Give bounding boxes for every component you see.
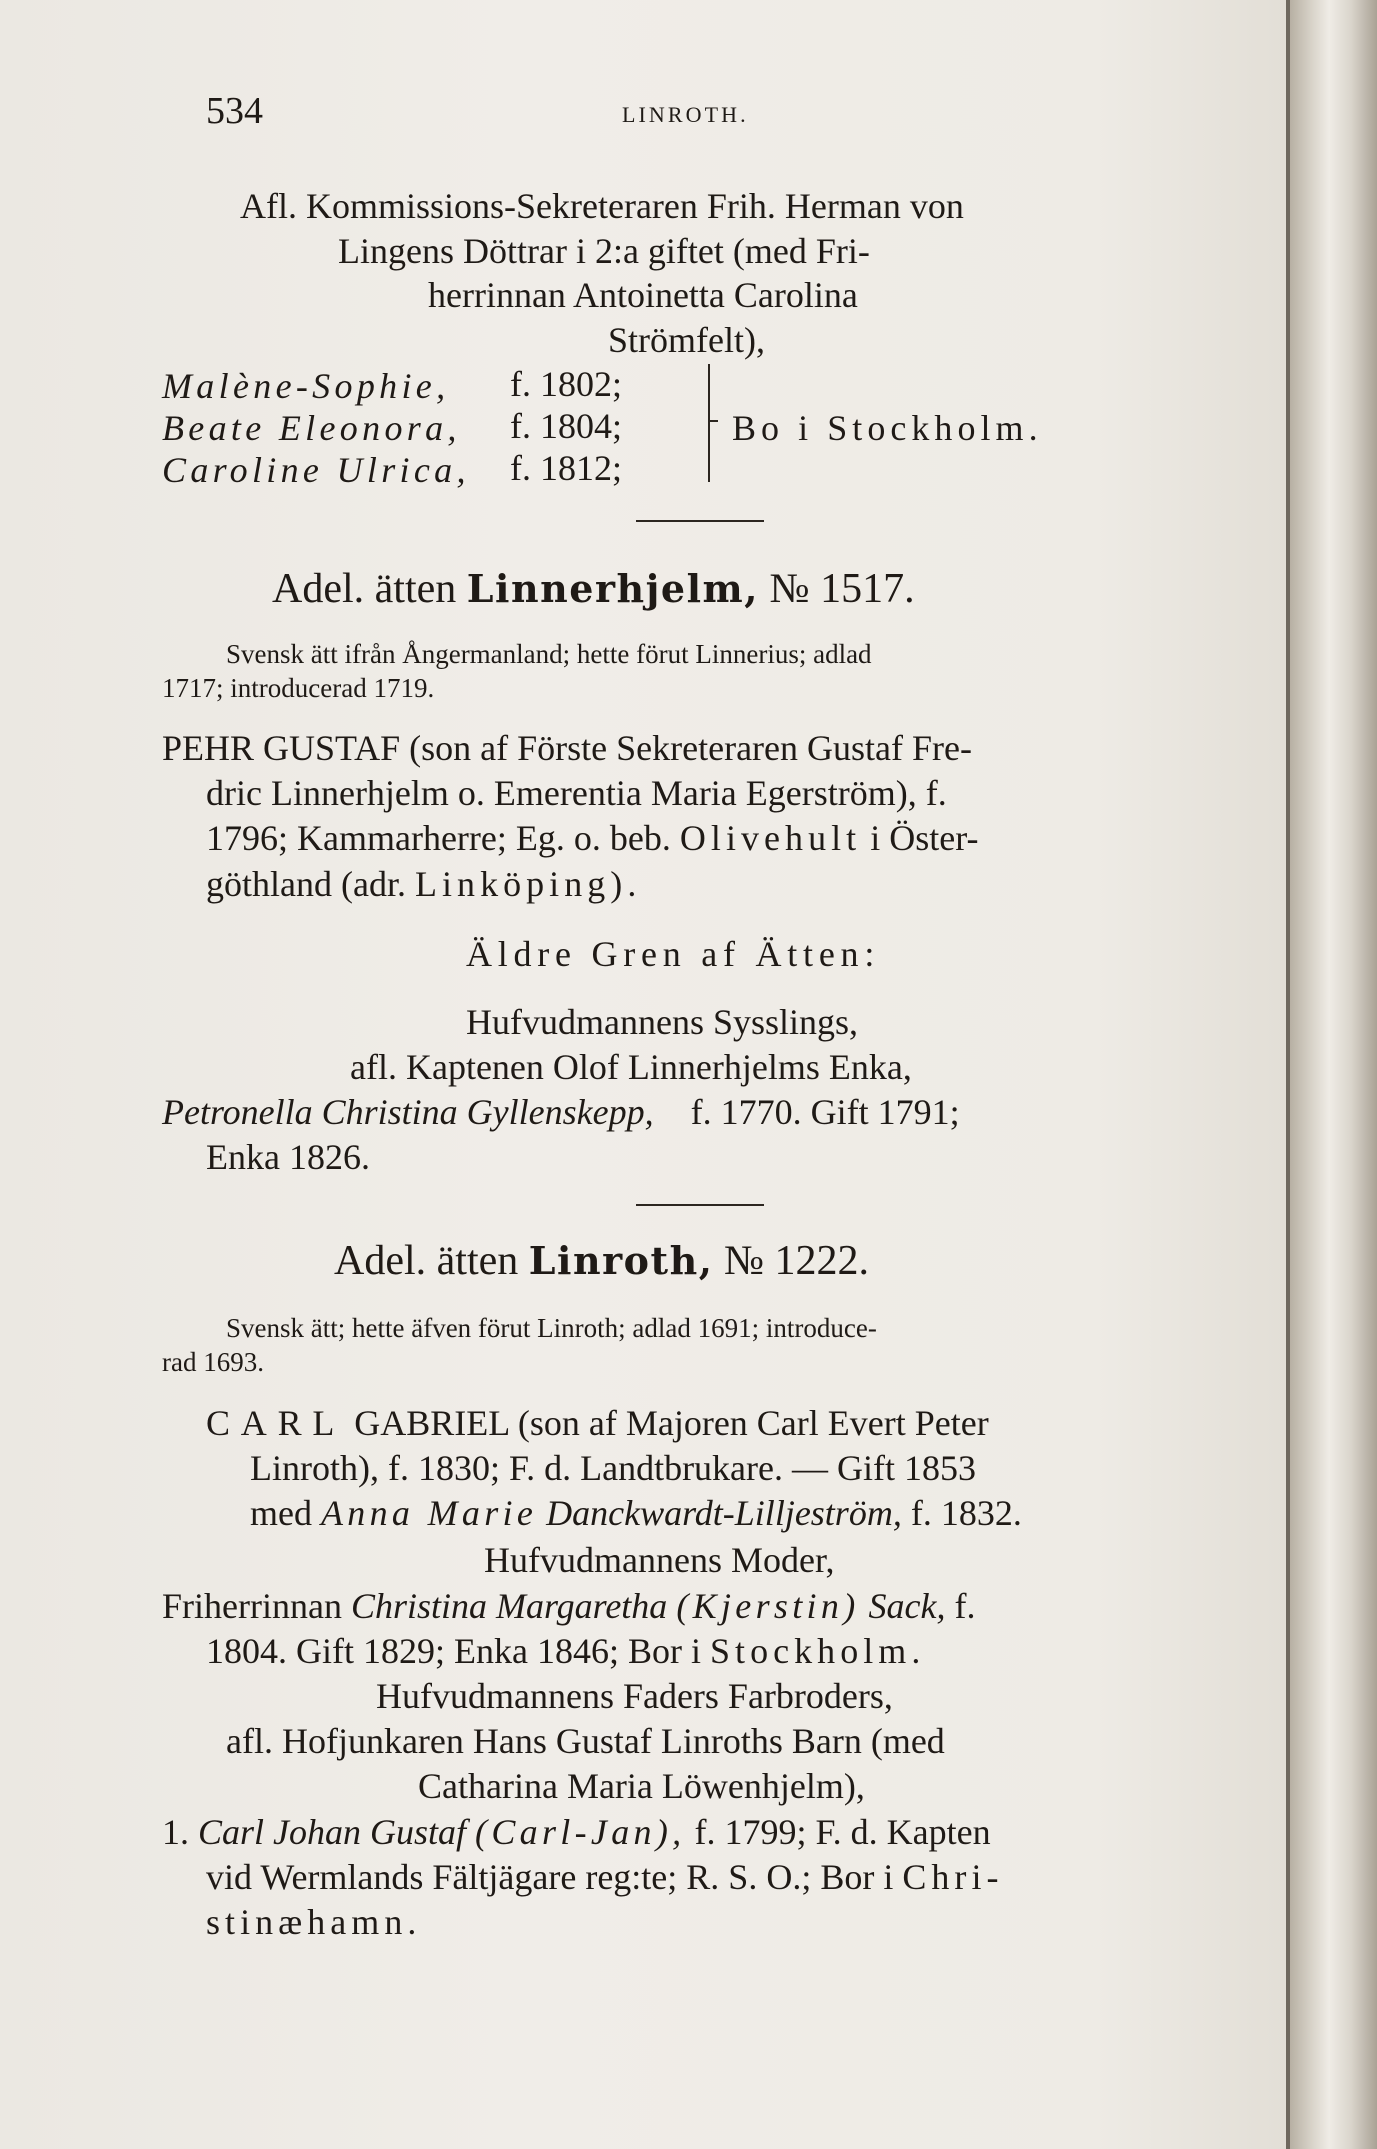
residence: Bo i Stockholm. (732, 408, 1043, 448)
daughter-name: Caroline Ulrica, (162, 450, 470, 490)
text: f. 1770. Gift 1791; (690, 1092, 960, 1132)
person-name: Danckwardt-Lilljeström, (546, 1493, 902, 1533)
daughter-birth: f. 1802; (510, 364, 622, 404)
entry-line (250, 1495, 1022, 1531)
entry-line: Hufvudmannens Sysslings, (466, 1002, 859, 1042)
text: 1804. Gift 1829; Enka 1846; Bor i (206, 1631, 701, 1671)
daughter-birth: f. 1804; (510, 406, 622, 446)
family-heading (334, 1240, 869, 1282)
place-name: Linköping). (414, 864, 642, 904)
text: med (250, 1493, 312, 1533)
text: i Öster- (870, 818, 979, 858)
daughter-name: Beate Eleonora, (162, 408, 461, 448)
brace (708, 364, 724, 482)
entry-line: afl. Kaptenen Olof Linnerhjelms Enka, (350, 1047, 912, 1087)
entry-line: Lingens Döttrar i 2:a giftet (med Fri- (338, 231, 870, 271)
family-number: № 1222. (723, 1238, 870, 1284)
text: GABRIEL (son af Majoren Carl Evert Peter (354, 1403, 989, 1443)
place-name: Olivehult (679, 818, 862, 858)
place-name: Stockholm. (709, 1631, 926, 1671)
entry-line: PEHR GUSTAF (son af Förste Sekreteraren Gustaf Fre- (162, 728, 972, 768)
branch-heading: Äldre Gren af Ätten: (466, 934, 881, 974)
text: f. 1799; F. d. Kapten (694, 1812, 991, 1852)
nickname: (Carl-Jan), (475, 1812, 686, 1852)
heading-prefix: Adel. ätten (272, 566, 457, 612)
list-number: 1. (162, 1812, 189, 1852)
entry-line: Hufvudmannens Moder, (484, 1540, 835, 1580)
family-number: № 1517. (769, 566, 915, 612)
book-binding (1290, 0, 1377, 2149)
entry-line: dric Linnerhjelm o. Emerentia Maria Egerström), f. (206, 773, 947, 813)
page-number: 534 (206, 90, 263, 132)
entry-line (162, 1814, 991, 1850)
family-intro: rad 1693. (162, 1347, 264, 1377)
daughter-name: Malène-Sophie, (162, 366, 450, 406)
entry-line (162, 1588, 975, 1624)
entry-line (206, 1859, 1004, 1895)
family-name: Linnerhjelm, (466, 566, 760, 611)
entry-line: Enka 1826. (206, 1137, 370, 1177)
entry-line (206, 1405, 989, 1441)
nickname: (Kjerstin) (676, 1586, 860, 1626)
heading-prefix: Adel. ätten (334, 1238, 519, 1284)
family-heading (272, 568, 915, 610)
entry-line: herrinnan Antoinetta Carolina (428, 275, 858, 315)
place-name: Chri- (902, 1857, 1004, 1897)
entry-line (162, 1094, 960, 1130)
entry-line: Hufvudmannens Faders Farbroders, (376, 1676, 893, 1716)
entry-line (206, 820, 978, 856)
text: 1796; Kammarherre; Eg. o. beb. (206, 818, 671, 858)
family-name: Linroth, (528, 1238, 714, 1283)
title: Friherrinnan (162, 1586, 342, 1626)
entry-line: afl. Hofjunkaren Hans Gustaf Linroths Barn (med (226, 1721, 945, 1761)
entry-line (206, 1633, 925, 1669)
family-intro: Svensk ätt ifrån Ångermanland; hette förut Linnerius; adlad (226, 639, 872, 669)
entry-line: Afl. Kommissions-Sekreteraren Frih. Herman von (240, 186, 964, 226)
person-name: Carl Johan Gustaf (198, 1812, 467, 1852)
text: vid Wermlands Fältjägare reg:te; R. S. O.; Bor i (206, 1857, 894, 1897)
given-name: CARL (206, 1403, 346, 1443)
divider (636, 1204, 764, 1206)
text: f. 1832. (910, 1493, 1022, 1533)
person-name: Petronella Christina Gyllenskepp, (162, 1092, 654, 1132)
entry-line (206, 866, 641, 902)
family-intro: Svensk ätt; hette äfven förut Linroth; adlad 1691; introduce- (226, 1313, 877, 1343)
person-name: Sack, (868, 1586, 946, 1626)
running-title: LINROTH. (622, 102, 749, 127)
place-name: stinæhamn. (206, 1902, 422, 1942)
family-intro: 1717; introducerad 1719. (162, 673, 435, 703)
entry-line: Strömfelt), (608, 320, 765, 360)
entry-line: Catharina Maria Löwenhjelm), (418, 1766, 865, 1806)
daughter-birth: f. 1812; (510, 448, 622, 488)
entry-line: Linroth), f. 1830; F. d. Landtbrukare. — Gift 1853 (250, 1448, 976, 1488)
text: f. (954, 1586, 976, 1626)
divider (636, 520, 764, 522)
person-name: Christina Margaretha (350, 1586, 668, 1626)
text: göthland (adr. (206, 864, 406, 904)
person-name: Anna Marie (320, 1493, 538, 1533)
